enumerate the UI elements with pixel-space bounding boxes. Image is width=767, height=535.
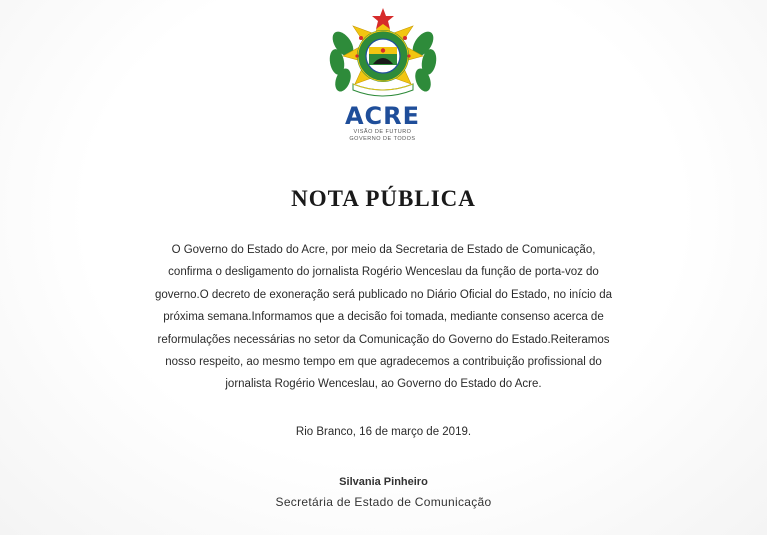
brand-tagline-1: VISÃO DE FUTURO bbox=[353, 129, 412, 135]
brand-name: ACRE bbox=[344, 102, 421, 130]
date-line: Rio Branco, 16 de março de 2019. bbox=[295, 426, 472, 438]
coat-of-arms-icon bbox=[313, 4, 453, 104]
page-title: NOTA PÚBLICA bbox=[291, 186, 476, 211]
brand-block bbox=[335, 103, 430, 142]
body-paragraph: O Governo do Estado do Acre, por meio da Secretaria de Estado de Comunicação, confirma o desligamento do jornalista Rogério Wenceslau da função de porta-voz do governo.O decreto de exoneração será publicado no Diário Oficial do Estado, no início da próxima semana.Informamos que a decisão foi tomada, mediante consenso acerca de reformulações necessárias no setor da Comunicação do Governo do Estado.Reiteramos nosso respeito, ao mesmo tempo em que agradecemos a contribuição profissional do jornalista Rogério Wenceslau, ao Governo do Estado do Acre. bbox=[154, 244, 613, 391]
signer-name: Silvania Pinheiro bbox=[339, 476, 428, 488]
brand-tagline-2: GOVERNO DE TODOS bbox=[349, 135, 416, 142]
signer-role: Secretária de Estado de Comunicação bbox=[275, 495, 492, 509]
